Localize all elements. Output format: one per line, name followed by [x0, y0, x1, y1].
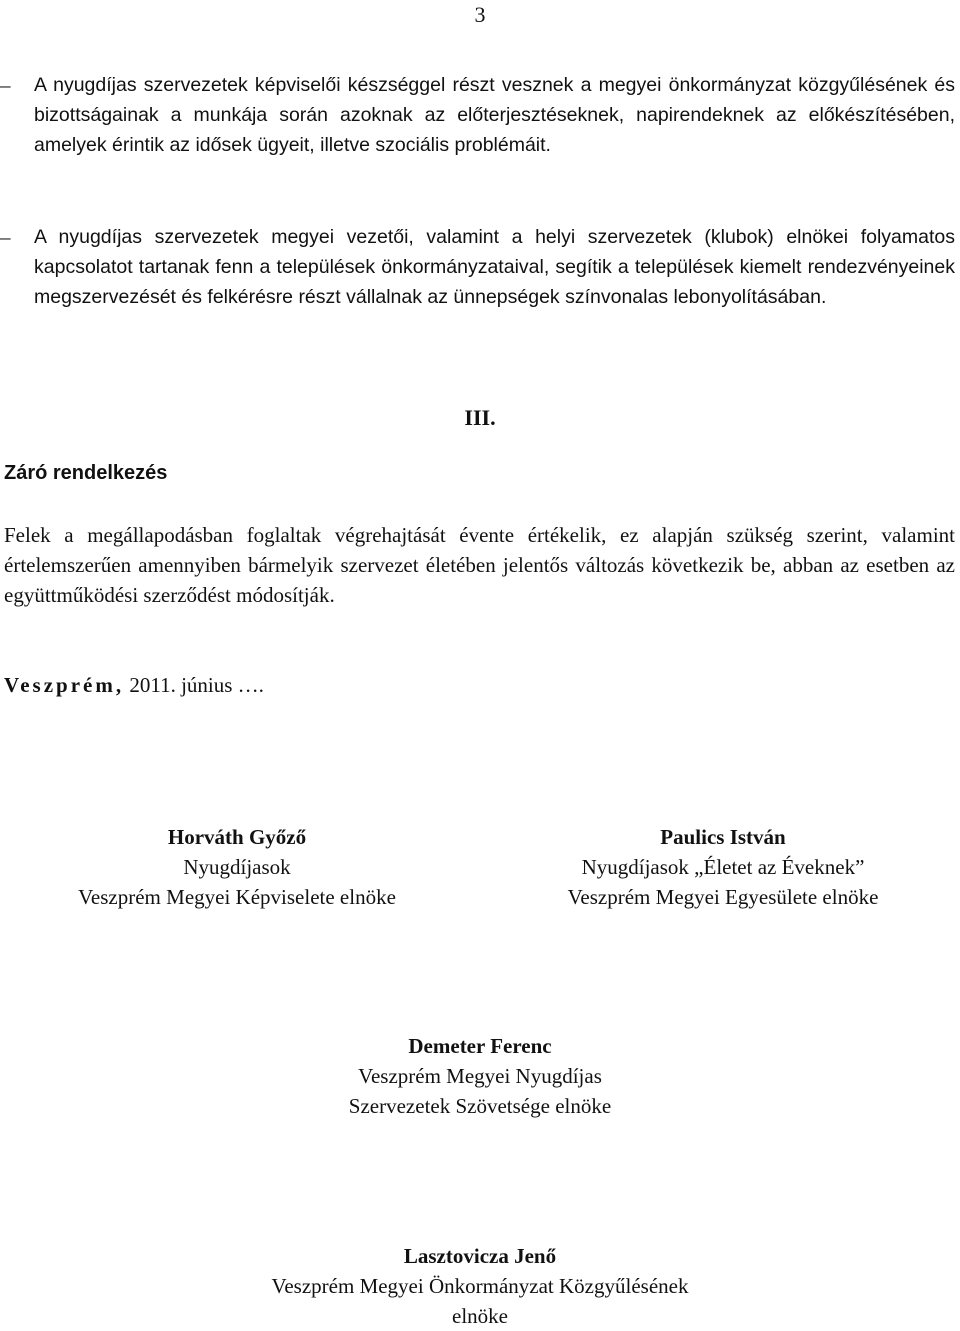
bullet-dash: – [0, 73, 11, 97]
bullet-item [0, 222, 955, 312]
signature-block-left [0, 822, 474, 912]
section-number: III. [464, 405, 496, 430]
signatory-title-line: Veszprém Megyei Egyesülete elnöke [567, 885, 879, 909]
signatory-title-line: Veszprém Megyei Nyugdíjas [358, 1064, 602, 1088]
bullet-text: A nyugdíjas szervezetek megyei vezetői, valamint a helyi szervezetek (klubok) elnökei folyamatos kapcsolatot tartanak fenn a települések önkormányzataival, segítik a települések kiemelt rendezvényeinek megszervezését és felkérésre részt vállalnak az ünnepségek színvonalas lebonyolításában. [34, 226, 955, 308]
place-date [4, 673, 264, 698]
signatory-title-line: Veszprém Megyei Önkormányzat Közgyűlésének [271, 1274, 689, 1298]
bullet-text: A nyugdíjas szervezetek képviselői készséggel részt vesznek a megyei önkormányzat közgyűlésének és bizottságainak a munkája során azoknak az előterjesztéseknek, napirendeknek az előkészítésében, amelyek érintik az idősek ügyeit, illetve szociális problémáit. [34, 74, 955, 156]
section-title: Záró rendelkezés [4, 462, 168, 484]
signature-block-right [486, 822, 960, 912]
signatory-title-line: elnöke [452, 1304, 508, 1328]
signatory-name: Demeter Ferenc [408, 1034, 552, 1058]
page-number: 3 [474, 2, 486, 27]
bullet-item [0, 70, 955, 160]
bullet-dash: – [0, 225, 11, 249]
place: Veszprém, [4, 673, 125, 697]
date: 2011. június …. [124, 673, 264, 697]
signatory-title-line: Nyugdíjasok „Életet az Éveknek” [581, 855, 865, 879]
signature-block-center [0, 1031, 960, 1121]
signatory-name: Paulics István [660, 825, 786, 849]
signatory-name: Horváth Győző [167, 825, 307, 849]
signature-block-center [0, 1241, 960, 1331]
signatory-title-line: Veszprém Megyei Képviselete elnöke [78, 885, 396, 909]
signatory-title-line: Szervezetek Szövetsége elnöke [348, 1094, 612, 1118]
signatory-title-line: Nyugdíjasok [183, 855, 291, 879]
signatory-name: Lasztovicza Jenő [403, 1244, 557, 1268]
closing-paragraph: Felek a megállapodásban foglaltak végrehajtását évente értékelik, ez alapján szükség szerint, valamint értelemszerűen amennyiben bármelyik szervezet életében jelentős változás következik be, abban az esetben az együttműködési szerződést módosítják. [4, 523, 955, 607]
